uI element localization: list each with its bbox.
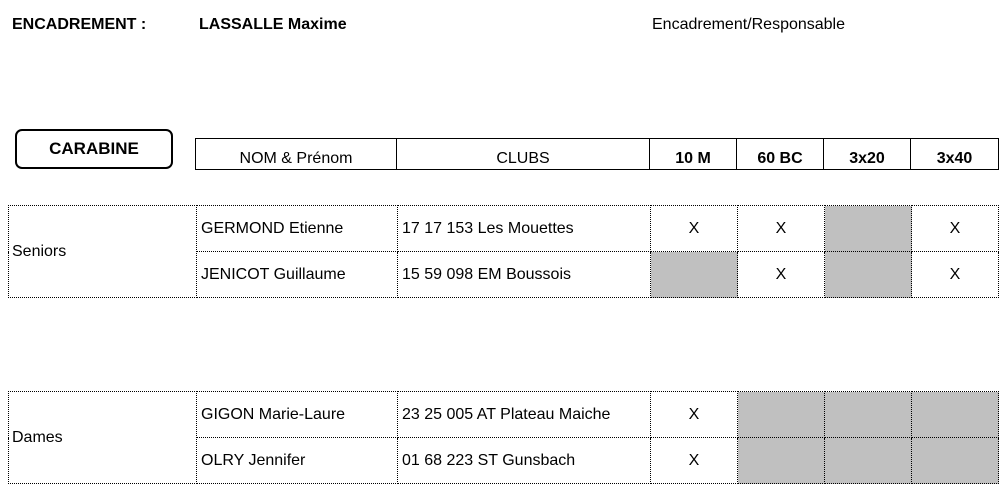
col-3x40-header: 3x40 bbox=[911, 139, 999, 170]
mark-3x40 bbox=[912, 438, 999, 484]
shooter-name: GIGON Marie-Laure bbox=[197, 392, 398, 438]
group-table-dames bbox=[8, 391, 999, 484]
column-header-row bbox=[196, 139, 999, 170]
mark-3x20 bbox=[825, 438, 912, 484]
encadrement-label: ENCADREMENT : bbox=[12, 16, 147, 33]
mark-60bc: X bbox=[738, 252, 825, 298]
mark-10m bbox=[651, 252, 738, 298]
col-club-header: CLUBS bbox=[397, 139, 650, 170]
mark-3x40: X bbox=[912, 206, 999, 252]
col-name-header: NOM & Prénom bbox=[196, 139, 397, 170]
mark-10m: X bbox=[651, 438, 738, 484]
mark-10m: X bbox=[651, 206, 738, 252]
encadrement-role: Encadrement/Responsable bbox=[652, 16, 846, 33]
category-label: CARABINE bbox=[49, 139, 139, 158]
group-label: Dames bbox=[9, 392, 197, 484]
mark-3x20 bbox=[825, 206, 912, 252]
column-header-table bbox=[195, 138, 999, 170]
shooter-club: 17 17 153 Les Mouettes bbox=[398, 206, 651, 252]
encadrement-name: LASSALLE Maxime bbox=[199, 16, 347, 33]
col-10m-header: 10 M bbox=[650, 139, 737, 170]
shooter-club: 01 68 223 ST Gunsbach bbox=[398, 438, 651, 484]
col-3x20-header: 3x20 bbox=[824, 139, 911, 170]
mark-60bc bbox=[738, 438, 825, 484]
mark-3x40 bbox=[912, 392, 999, 438]
col-60bc-header: 60 BC bbox=[737, 139, 824, 170]
shooter-club: 23 25 005 AT Plateau Maiche bbox=[398, 392, 651, 438]
mark-60bc: X bbox=[738, 206, 825, 252]
mark-3x40: X bbox=[912, 252, 999, 298]
group-label: Seniors bbox=[9, 206, 197, 298]
mark-3x20 bbox=[825, 252, 912, 298]
table-row bbox=[9, 206, 999, 252]
mark-3x20 bbox=[825, 392, 912, 438]
group-table-seniors bbox=[8, 205, 999, 298]
shooter-club: 15 59 098 EM Boussois bbox=[398, 252, 651, 298]
mark-60bc bbox=[738, 392, 825, 438]
shooter-name: GERMOND Etienne bbox=[197, 206, 398, 252]
mark-10m: X bbox=[651, 392, 738, 438]
shooter-name: OLRY Jennifer bbox=[197, 438, 398, 484]
table-row bbox=[9, 392, 999, 438]
shooter-name: JENICOT Guillaume bbox=[197, 252, 398, 298]
category-box bbox=[15, 129, 173, 169]
